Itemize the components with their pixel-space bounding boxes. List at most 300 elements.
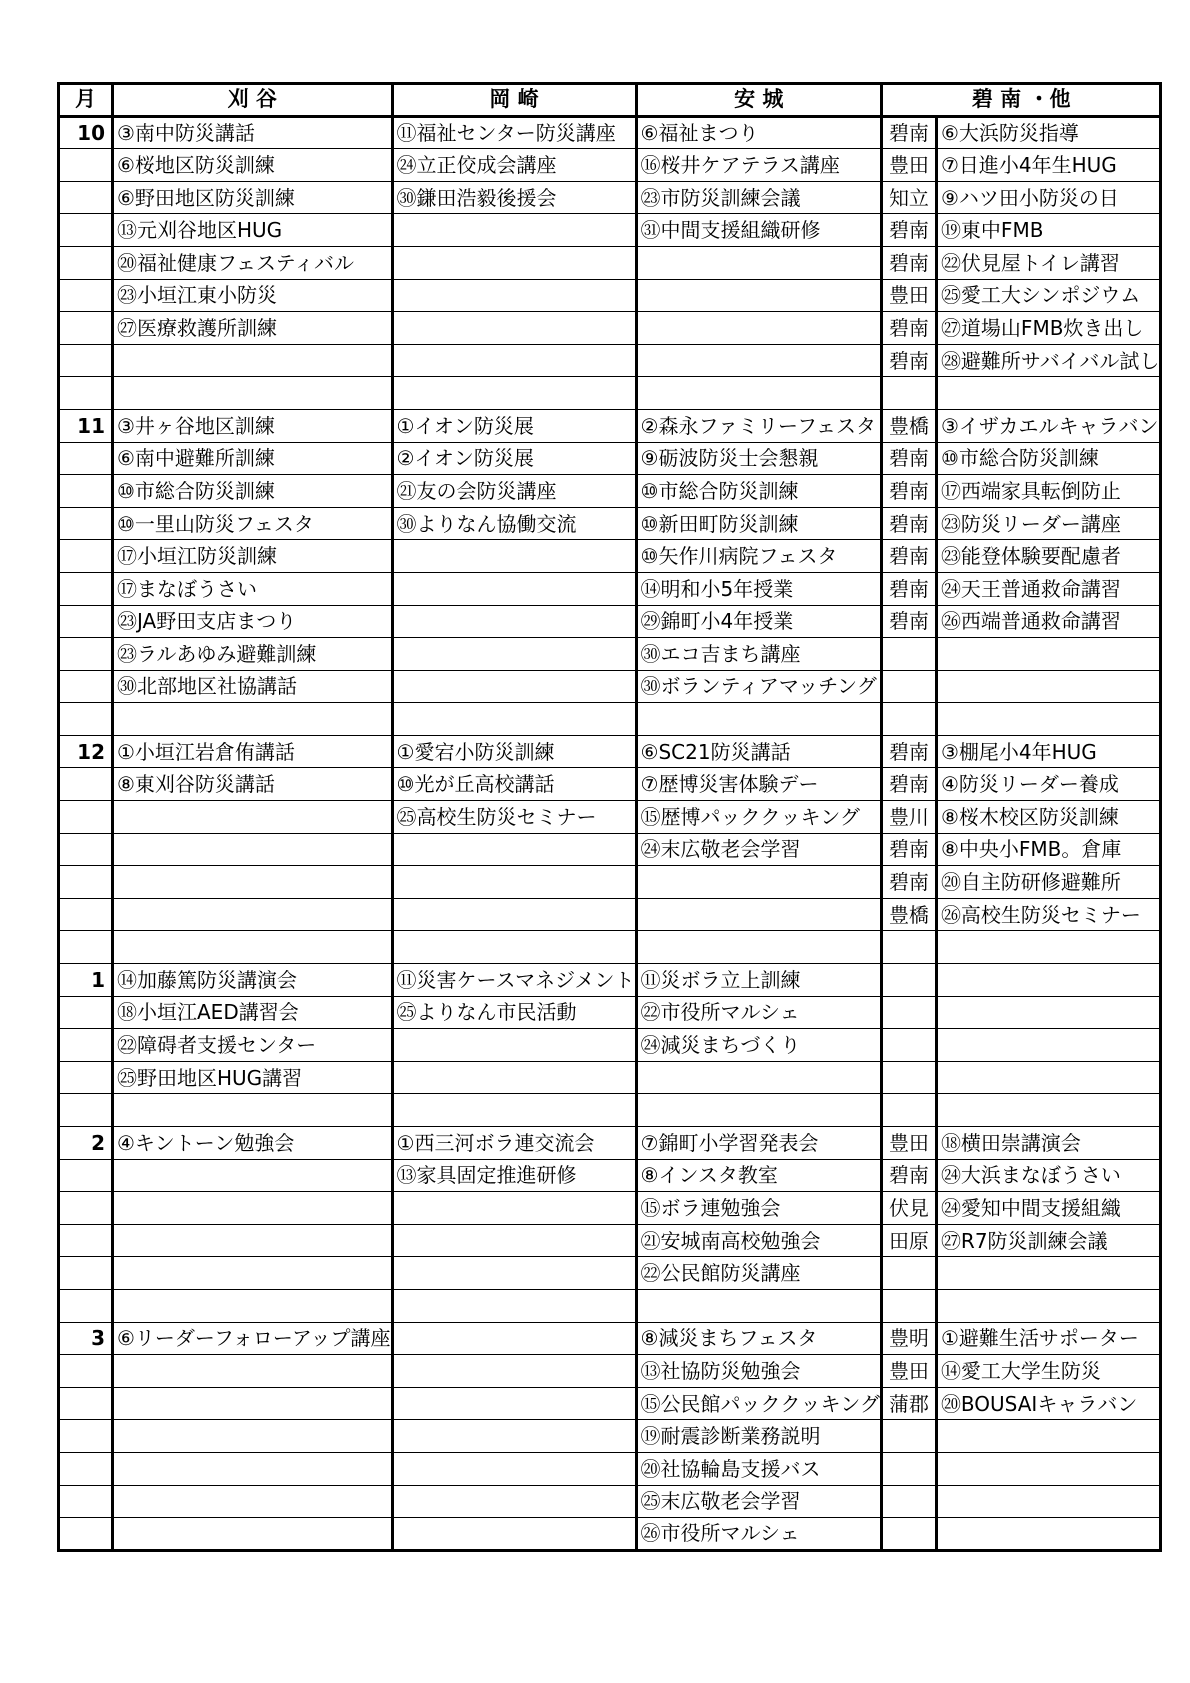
kariya-cell: ㉓ラルあゆみ避難訓練 bbox=[113, 638, 393, 671]
schedule-table bbox=[57, 82, 1162, 1552]
table-row bbox=[59, 181, 1161, 214]
event-cell: ㉒伏見屋トイレ講習 bbox=[936, 246, 1160, 279]
okazaki-cell bbox=[392, 377, 636, 410]
okazaki-cell bbox=[392, 638, 636, 671]
table-row bbox=[59, 1061, 1161, 1094]
okazaki-cell: ㉔立正佼成会講座 bbox=[392, 149, 636, 182]
area-cell: 碧南 bbox=[881, 312, 936, 345]
kariya-cell: ㉚北部地区社協講話 bbox=[113, 670, 393, 703]
event-cell: ⑧中央小FMB。倉庫 bbox=[936, 833, 1160, 866]
area-cell: 豊明 bbox=[881, 1322, 936, 1355]
event-cell bbox=[936, 1485, 1160, 1518]
table-row bbox=[59, 1257, 1161, 1290]
kariya-cell: ⑥リーダーフォローアップ講座 bbox=[113, 1322, 393, 1355]
table-row bbox=[59, 996, 1161, 1029]
event-cell: ㉔大浜まなぼうさい bbox=[936, 1159, 1160, 1192]
anjo-cell bbox=[636, 246, 881, 279]
area-cell: 碧南 bbox=[881, 866, 936, 899]
event-cell: ①避難生活サポーター bbox=[936, 1322, 1160, 1355]
month-cell bbox=[59, 866, 113, 899]
anjo-cell: ㉓市防災訓練会議 bbox=[636, 181, 881, 214]
table-row bbox=[59, 1420, 1161, 1453]
table-row bbox=[59, 1094, 1161, 1127]
table-row bbox=[59, 344, 1161, 377]
kariya-cell: ⑥桜地区防災訓練 bbox=[113, 149, 393, 182]
header-month: 月 bbox=[59, 84, 113, 117]
kariya-cell bbox=[113, 1257, 393, 1290]
area-cell bbox=[881, 1029, 936, 1062]
okazaki-cell bbox=[392, 931, 636, 964]
anjo-cell: ⑩市総合防災訓練 bbox=[636, 475, 881, 508]
event-cell: ⑦日進小4年生HUG bbox=[936, 149, 1160, 182]
okazaki-cell bbox=[392, 312, 636, 345]
area-cell: 豊川 bbox=[881, 801, 936, 834]
event-cell: ⑳BOUSAIキャラバン bbox=[936, 1387, 1160, 1420]
anjo-cell bbox=[636, 1094, 881, 1127]
okazaki-cell bbox=[392, 1452, 636, 1485]
okazaki-cell bbox=[392, 1061, 636, 1094]
kariya-cell bbox=[113, 1159, 393, 1192]
anjo-cell: ㉔減災まちづくり bbox=[636, 1029, 881, 1062]
anjo-cell: ②森永ファミリーフェスタ bbox=[636, 409, 881, 442]
event-cell: ㉗道場山FMB炊き出し bbox=[936, 312, 1160, 345]
area-cell: 豊田 bbox=[881, 149, 936, 182]
kariya-cell: ①小垣江岩倉侑講話 bbox=[113, 735, 393, 768]
okazaki-cell: ②イオン防災展 bbox=[392, 442, 636, 475]
event-cell bbox=[936, 996, 1160, 1029]
kariya-cell: ㉓JA野田支店まつり bbox=[113, 605, 393, 638]
month-cell bbox=[59, 1029, 113, 1062]
header-kariya: 刈 谷 bbox=[113, 84, 393, 117]
okazaki-cell: ①愛宕小防災訓練 bbox=[392, 735, 636, 768]
event-cell: ③棚尾小4年HUG bbox=[936, 735, 1160, 768]
table-row bbox=[59, 833, 1161, 866]
kariya-cell: ㉓小垣江東小防災 bbox=[113, 279, 393, 312]
month-cell: 1 bbox=[59, 964, 113, 997]
table-row bbox=[59, 638, 1161, 671]
anjo-cell bbox=[636, 931, 881, 964]
okazaki-cell bbox=[392, 540, 636, 573]
anjo-cell bbox=[636, 344, 881, 377]
kariya-cell: ⑩市総合防災訓練 bbox=[113, 475, 393, 508]
month-cell bbox=[59, 670, 113, 703]
table-row bbox=[59, 409, 1161, 442]
anjo-cell: ⑮公民館パッククッキング bbox=[636, 1387, 881, 1420]
area-cell bbox=[881, 1485, 936, 1518]
month-cell bbox=[59, 1094, 113, 1127]
month-cell bbox=[59, 1387, 113, 1420]
anjo-cell: ⑩矢作川病院フェスタ bbox=[636, 540, 881, 573]
kariya-cell: ㉗医療救護所訓練 bbox=[113, 312, 393, 345]
kariya-cell bbox=[113, 1355, 393, 1388]
table-row bbox=[59, 572, 1161, 605]
month-cell: 11 bbox=[59, 409, 113, 442]
event-cell: ㉕愛工大シンポジウム bbox=[936, 279, 1160, 312]
area-cell: 豊田 bbox=[881, 1127, 936, 1160]
area-cell bbox=[881, 1094, 936, 1127]
area-cell: 碧南 bbox=[881, 572, 936, 605]
table-row bbox=[59, 1322, 1161, 1355]
month-cell bbox=[59, 246, 113, 279]
kariya-cell bbox=[113, 1192, 393, 1225]
event-cell: ⑥大浜防災指導 bbox=[936, 116, 1160, 149]
anjo-cell: ⑭明和小5年授業 bbox=[636, 572, 881, 605]
area-cell bbox=[881, 964, 936, 997]
event-cell: ④防災リーダー養成 bbox=[936, 768, 1160, 801]
area-cell bbox=[881, 1257, 936, 1290]
area-cell: 碧南 bbox=[881, 442, 936, 475]
area-cell: 碧南 bbox=[881, 735, 936, 768]
area-cell: 知立 bbox=[881, 181, 936, 214]
anjo-cell bbox=[636, 279, 881, 312]
anjo-cell: ㉕末広敬老会学習 bbox=[636, 1485, 881, 1518]
okazaki-cell: ⑪災害ケースマネジメント bbox=[392, 964, 636, 997]
okazaki-cell bbox=[392, 214, 636, 247]
area-cell: 碧南 bbox=[881, 833, 936, 866]
anjo-cell: ⑪災ボラ立上訓練 bbox=[636, 964, 881, 997]
kariya-cell bbox=[113, 1289, 393, 1322]
anjo-cell: ㉑安城南高校勉強会 bbox=[636, 1224, 881, 1257]
month-cell bbox=[59, 1224, 113, 1257]
kariya-cell bbox=[113, 1094, 393, 1127]
kariya-cell bbox=[113, 1452, 393, 1485]
area-cell bbox=[881, 638, 936, 671]
okazaki-cell bbox=[392, 246, 636, 279]
table-row bbox=[59, 540, 1161, 573]
okazaki-cell: ①西三河ボラ連交流会 bbox=[392, 1127, 636, 1160]
month-cell bbox=[59, 279, 113, 312]
header-anjo: 安 城 bbox=[636, 84, 881, 117]
okazaki-cell bbox=[392, 703, 636, 736]
event-cell: ⑨ハツ田小防災の日 bbox=[936, 181, 1160, 214]
table-row bbox=[59, 1127, 1161, 1160]
area-cell: 田原 bbox=[881, 1224, 936, 1257]
anjo-cell: ⑩新田町防災訓練 bbox=[636, 507, 881, 540]
table-row bbox=[59, 442, 1161, 475]
okazaki-cell bbox=[392, 866, 636, 899]
okazaki-cell bbox=[392, 833, 636, 866]
anjo-cell: ⑨砺波防災士会懇親 bbox=[636, 442, 881, 475]
area-cell: 碧南 bbox=[881, 768, 936, 801]
event-cell bbox=[936, 1094, 1160, 1127]
month-cell bbox=[59, 1061, 113, 1094]
event-cell: ㉔愛知中間支援組織 bbox=[936, 1192, 1160, 1225]
anjo-cell: ㉖市役所マルシェ bbox=[636, 1518, 881, 1551]
area-cell: 豊橋 bbox=[881, 409, 936, 442]
table-row bbox=[59, 377, 1161, 410]
month-cell: 3 bbox=[59, 1322, 113, 1355]
event-cell bbox=[936, 1257, 1160, 1290]
kariya-cell: ⑰小垣江防災訓練 bbox=[113, 540, 393, 573]
month-cell bbox=[59, 833, 113, 866]
month-cell bbox=[59, 344, 113, 377]
area-cell: 碧南 bbox=[881, 540, 936, 573]
month-cell bbox=[59, 1485, 113, 1518]
okazaki-cell bbox=[392, 1420, 636, 1453]
month-cell bbox=[59, 181, 113, 214]
table-row bbox=[59, 964, 1161, 997]
month-cell bbox=[59, 149, 113, 182]
month-cell bbox=[59, 1289, 113, 1322]
anjo-cell: ⑦歴博災害体験デー bbox=[636, 768, 881, 801]
event-cell: ㉗R7防災訓練会議 bbox=[936, 1224, 1160, 1257]
month-cell bbox=[59, 572, 113, 605]
kariya-cell: ③井ヶ谷地区訓練 bbox=[113, 409, 393, 442]
table-row bbox=[59, 703, 1161, 736]
table-row bbox=[59, 866, 1161, 899]
month-cell bbox=[59, 1452, 113, 1485]
event-cell: ㉔天王普通救命講習 bbox=[936, 572, 1160, 605]
event-cell: ⑧桜木校区防災訓練 bbox=[936, 801, 1160, 834]
kariya-cell bbox=[113, 344, 393, 377]
kariya-cell: ④キントーン勉強会 bbox=[113, 1127, 393, 1160]
okazaki-cell bbox=[392, 1518, 636, 1551]
table-row bbox=[59, 801, 1161, 834]
event-cell: ⑩市総合防災訓練 bbox=[936, 442, 1160, 475]
event-cell bbox=[936, 1029, 1160, 1062]
okazaki-cell: ①イオン防災展 bbox=[392, 409, 636, 442]
month-cell bbox=[59, 442, 113, 475]
month-cell bbox=[59, 540, 113, 573]
table-row bbox=[59, 1159, 1161, 1192]
month-cell: 10 bbox=[59, 116, 113, 149]
event-cell: ㉓防災リーダー講座 bbox=[936, 507, 1160, 540]
area-cell bbox=[881, 1289, 936, 1322]
table-row bbox=[59, 1029, 1161, 1062]
okazaki-cell bbox=[392, 1387, 636, 1420]
table-row bbox=[59, 1355, 1161, 1388]
table-row bbox=[59, 1224, 1161, 1257]
event-cell bbox=[936, 670, 1160, 703]
okazaki-cell bbox=[392, 1029, 636, 1062]
okazaki-cell bbox=[392, 605, 636, 638]
area-cell bbox=[881, 996, 936, 1029]
event-cell: ⑱横田崇講演会 bbox=[936, 1127, 1160, 1160]
area-cell: 豊田 bbox=[881, 279, 936, 312]
table-row bbox=[59, 1387, 1161, 1420]
month-cell bbox=[59, 1420, 113, 1453]
anjo-cell bbox=[636, 898, 881, 931]
area-cell: 碧南 bbox=[881, 246, 936, 279]
anjo-cell: ⑲耐震診断業務説明 bbox=[636, 1420, 881, 1453]
anjo-cell bbox=[636, 866, 881, 899]
anjo-cell: ⑦錦町小学習発表会 bbox=[636, 1127, 881, 1160]
table-row bbox=[59, 1192, 1161, 1225]
okazaki-cell: ⑬家具固定推進研修 bbox=[392, 1159, 636, 1192]
anjo-cell: ㉙錦町小4年授業 bbox=[636, 605, 881, 638]
anjo-cell: ㉚エコ吉まち講座 bbox=[636, 638, 881, 671]
table-row bbox=[59, 312, 1161, 345]
month-cell bbox=[59, 996, 113, 1029]
event-cell bbox=[936, 703, 1160, 736]
table-row bbox=[59, 1289, 1161, 1322]
month-cell bbox=[59, 638, 113, 671]
kariya-cell: ⑩一里山防災フェスタ bbox=[113, 507, 393, 540]
header-hekinan-other: 碧 南 ・他 bbox=[881, 84, 1160, 117]
month-cell bbox=[59, 1159, 113, 1192]
okazaki-cell bbox=[392, 1485, 636, 1518]
month-cell bbox=[59, 507, 113, 540]
kariya-cell bbox=[113, 898, 393, 931]
okazaki-cell bbox=[392, 670, 636, 703]
anjo-cell: ㉚ボランティアマッチング bbox=[636, 670, 881, 703]
table-row bbox=[59, 149, 1161, 182]
anjo-cell: ⑥SC21防災講話 bbox=[636, 735, 881, 768]
table-row bbox=[59, 1485, 1161, 1518]
kariya-cell: ⑰まなぼうさい bbox=[113, 572, 393, 605]
event-cell bbox=[936, 1420, 1160, 1453]
anjo-cell: ⑥福祉まつり bbox=[636, 116, 881, 149]
kariya-cell: ⑳福祉健康フェスティバル bbox=[113, 246, 393, 279]
area-cell bbox=[881, 1420, 936, 1453]
okazaki-cell: ㉑友の会防災講座 bbox=[392, 475, 636, 508]
area-cell: 蒲郡 bbox=[881, 1387, 936, 1420]
anjo-cell bbox=[636, 377, 881, 410]
okazaki-cell bbox=[392, 1355, 636, 1388]
month-cell bbox=[59, 1355, 113, 1388]
table-row bbox=[59, 735, 1161, 768]
table-row bbox=[59, 1452, 1161, 1485]
month-cell bbox=[59, 703, 113, 736]
okazaki-cell: ⑪福祉センター防災講座 bbox=[392, 116, 636, 149]
month-cell bbox=[59, 1192, 113, 1225]
kariya-cell bbox=[113, 866, 393, 899]
header-row bbox=[59, 84, 1161, 117]
event-cell: ㉖西端普通救命講習 bbox=[936, 605, 1160, 638]
anjo-cell: ㉒公民館防災講座 bbox=[636, 1257, 881, 1290]
event-cell: ⑲東中FMB bbox=[936, 214, 1160, 247]
kariya-cell bbox=[113, 1387, 393, 1420]
anjo-cell: ⑬社協防災勉強会 bbox=[636, 1355, 881, 1388]
table-row bbox=[59, 475, 1161, 508]
event-cell: ⑳自主防研修避難所 bbox=[936, 866, 1160, 899]
event-cell bbox=[936, 1518, 1160, 1551]
table-row bbox=[59, 931, 1161, 964]
month-cell bbox=[59, 898, 113, 931]
area-cell: 碧南 bbox=[881, 605, 936, 638]
month-cell bbox=[59, 801, 113, 834]
kariya-cell: ㉕野田地区HUG講習 bbox=[113, 1061, 393, 1094]
area-cell bbox=[881, 1518, 936, 1551]
anjo-cell: ㉒市役所マルシェ bbox=[636, 996, 881, 1029]
anjo-cell: ⑳社協輪島支援バス bbox=[636, 1452, 881, 1485]
table-row bbox=[59, 1518, 1161, 1551]
area-cell: 碧南 bbox=[881, 116, 936, 149]
okazaki-cell bbox=[392, 1192, 636, 1225]
kariya-cell bbox=[113, 1224, 393, 1257]
event-cell: ⑭愛工大学生防災 bbox=[936, 1355, 1160, 1388]
okazaki-cell bbox=[392, 1257, 636, 1290]
area-cell: 豊橋 bbox=[881, 898, 936, 931]
table-row bbox=[59, 116, 1161, 149]
anjo-cell bbox=[636, 312, 881, 345]
area-cell: 碧南 bbox=[881, 475, 936, 508]
anjo-cell: ⑧減災まちフェスタ bbox=[636, 1322, 881, 1355]
event-cell: ㉓能登体験要配慮者 bbox=[936, 540, 1160, 573]
okazaki-cell bbox=[392, 344, 636, 377]
kariya-cell: ⑱小垣江AED講習会 bbox=[113, 996, 393, 1029]
anjo-cell: ⑧インスタ教室 bbox=[636, 1159, 881, 1192]
kariya-cell bbox=[113, 703, 393, 736]
event-cell bbox=[936, 964, 1160, 997]
month-cell bbox=[59, 931, 113, 964]
okazaki-cell bbox=[392, 898, 636, 931]
kariya-cell bbox=[113, 801, 393, 834]
kariya-cell: ⑥南中避難所訓練 bbox=[113, 442, 393, 475]
okazaki-cell bbox=[392, 279, 636, 312]
event-cell: ③イザカエルキャラバン bbox=[936, 409, 1160, 442]
event-cell bbox=[936, 931, 1160, 964]
kariya-cell bbox=[113, 1518, 393, 1551]
header-okazaki: 岡 崎 bbox=[392, 84, 636, 117]
month-cell bbox=[59, 475, 113, 508]
kariya-cell: ⑧東刈谷防災講話 bbox=[113, 768, 393, 801]
anjo-cell: ⑮歴博パッククッキング bbox=[636, 801, 881, 834]
kariya-cell: ㉒障碍者支援センター bbox=[113, 1029, 393, 1062]
table-row bbox=[59, 670, 1161, 703]
anjo-cell: ⑮ボラ連勉強会 bbox=[636, 1192, 881, 1225]
anjo-cell: ⑯桜井ケアテラス講座 bbox=[636, 149, 881, 182]
table-row bbox=[59, 898, 1161, 931]
month-cell: 12 bbox=[59, 735, 113, 768]
area-cell bbox=[881, 670, 936, 703]
kariya-cell bbox=[113, 1485, 393, 1518]
table-row bbox=[59, 605, 1161, 638]
schedule-body bbox=[59, 116, 1161, 1550]
month-cell bbox=[59, 605, 113, 638]
event-cell bbox=[936, 1061, 1160, 1094]
event-cell bbox=[936, 1452, 1160, 1485]
month-cell: 2 bbox=[59, 1127, 113, 1160]
kariya-cell: ③南中防災講話 bbox=[113, 116, 393, 149]
area-cell bbox=[881, 931, 936, 964]
area-cell: 碧南 bbox=[881, 1159, 936, 1192]
okazaki-cell: ㉕高校生防災セミナー bbox=[392, 801, 636, 834]
month-cell bbox=[59, 768, 113, 801]
month-cell bbox=[59, 377, 113, 410]
kariya-cell: ⑭加藤篤防災講演会 bbox=[113, 964, 393, 997]
table-row bbox=[59, 214, 1161, 247]
event-cell: ⑰西端家具転倒防止 bbox=[936, 475, 1160, 508]
okazaki-cell: ㉚よりなん協働交流 bbox=[392, 507, 636, 540]
event-cell: ㉘避難所サバイバル試し bbox=[936, 344, 1160, 377]
table-row bbox=[59, 507, 1161, 540]
table-row bbox=[59, 246, 1161, 279]
anjo-cell bbox=[636, 1289, 881, 1322]
okazaki-cell: ⑩光が丘高校講話 bbox=[392, 768, 636, 801]
okazaki-cell bbox=[392, 1322, 636, 1355]
okazaki-cell bbox=[392, 1289, 636, 1322]
okazaki-cell: ㉚鎌田浩毅後援会 bbox=[392, 181, 636, 214]
anjo-cell bbox=[636, 1061, 881, 1094]
month-cell bbox=[59, 1257, 113, 1290]
table-row bbox=[59, 768, 1161, 801]
kariya-cell bbox=[113, 931, 393, 964]
area-cell bbox=[881, 377, 936, 410]
okazaki-cell bbox=[392, 572, 636, 605]
month-cell bbox=[59, 214, 113, 247]
table-row bbox=[59, 279, 1161, 312]
okazaki-cell: ㉕よりなん市民活動 bbox=[392, 996, 636, 1029]
kariya-cell bbox=[113, 377, 393, 410]
anjo-cell bbox=[636, 703, 881, 736]
okazaki-cell bbox=[392, 1224, 636, 1257]
area-cell bbox=[881, 703, 936, 736]
kariya-cell bbox=[113, 1420, 393, 1453]
anjo-cell: ㉛中間支援組織研修 bbox=[636, 214, 881, 247]
month-cell bbox=[59, 1518, 113, 1551]
month-cell bbox=[59, 312, 113, 345]
